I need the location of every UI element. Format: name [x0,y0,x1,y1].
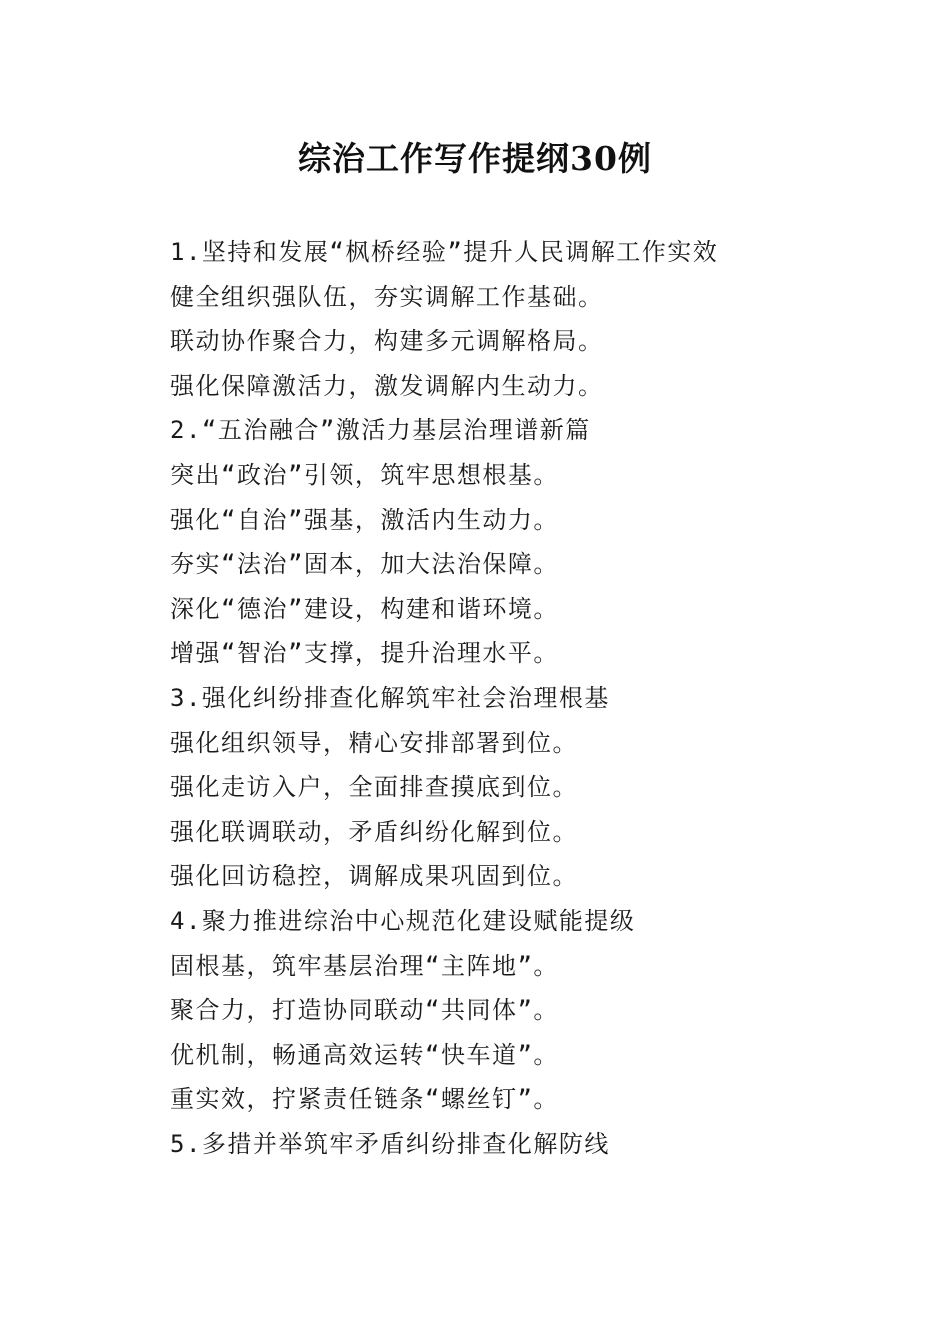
text-line: 联动协作聚合力，构建多元调解格局。 [170,327,604,356]
section-heading: 1.坚持和发展“枫桥经验”提升人民调解工作实效 [170,238,719,266]
section-heading: 2.“五治融合”激活力基层治理谱新篇 [170,416,591,445]
text-line: 强化保障激活力，激发调解内生动力。 [170,371,604,400]
section-heading: 4.聚力推进综治中心规范化建设赋能提级 [170,906,636,935]
text-line: 强化走访入户，全面排查摸底到位。 [170,773,578,802]
text-line: 强化“自治”强基，激活内生动力。 [170,505,559,534]
text-line: 强化联调联动，矛盾纠纷化解到位。 [170,817,578,846]
text-line: 强化组织领导，精心安排部署到位。 [170,728,578,757]
text-line: 优机制，畅通高效运转“快车道”。 [170,1040,559,1069]
document-title: 综治工作写作提纲30例 [298,139,652,178]
text-line: 重实效，拧紧责任链条“螺丝钉”。 [170,1085,559,1114]
text-line: 强化回访稳控，调解成果巩固到位。 [170,862,578,891]
text-line: 增强“智治”支撑，提升治理水平。 [170,639,559,668]
text-line: 深化“德治”建设，构建和谐环境。 [170,594,559,623]
section-heading: 5.多措并举筑牢矛盾纠纷排查化解防线 [170,1129,610,1158]
text-line: 突出“政治”引领，筑牢思想根基。 [170,460,559,489]
section-heading: 3.强化纠纷排查化解筑牢社会治理根基 [170,683,610,712]
text-line: 固根基，筑牢基层治理“主阵地”。 [170,951,559,980]
text-line: 健全组织强队伍，夯实调解工作基础。 [170,282,604,311]
text-line: 夯实“法治”固本，加大法治保障。 [170,550,559,579]
text-line: 聚合力，打造协同联动“共同体”。 [170,996,559,1025]
document-body [170,230,890,1166]
